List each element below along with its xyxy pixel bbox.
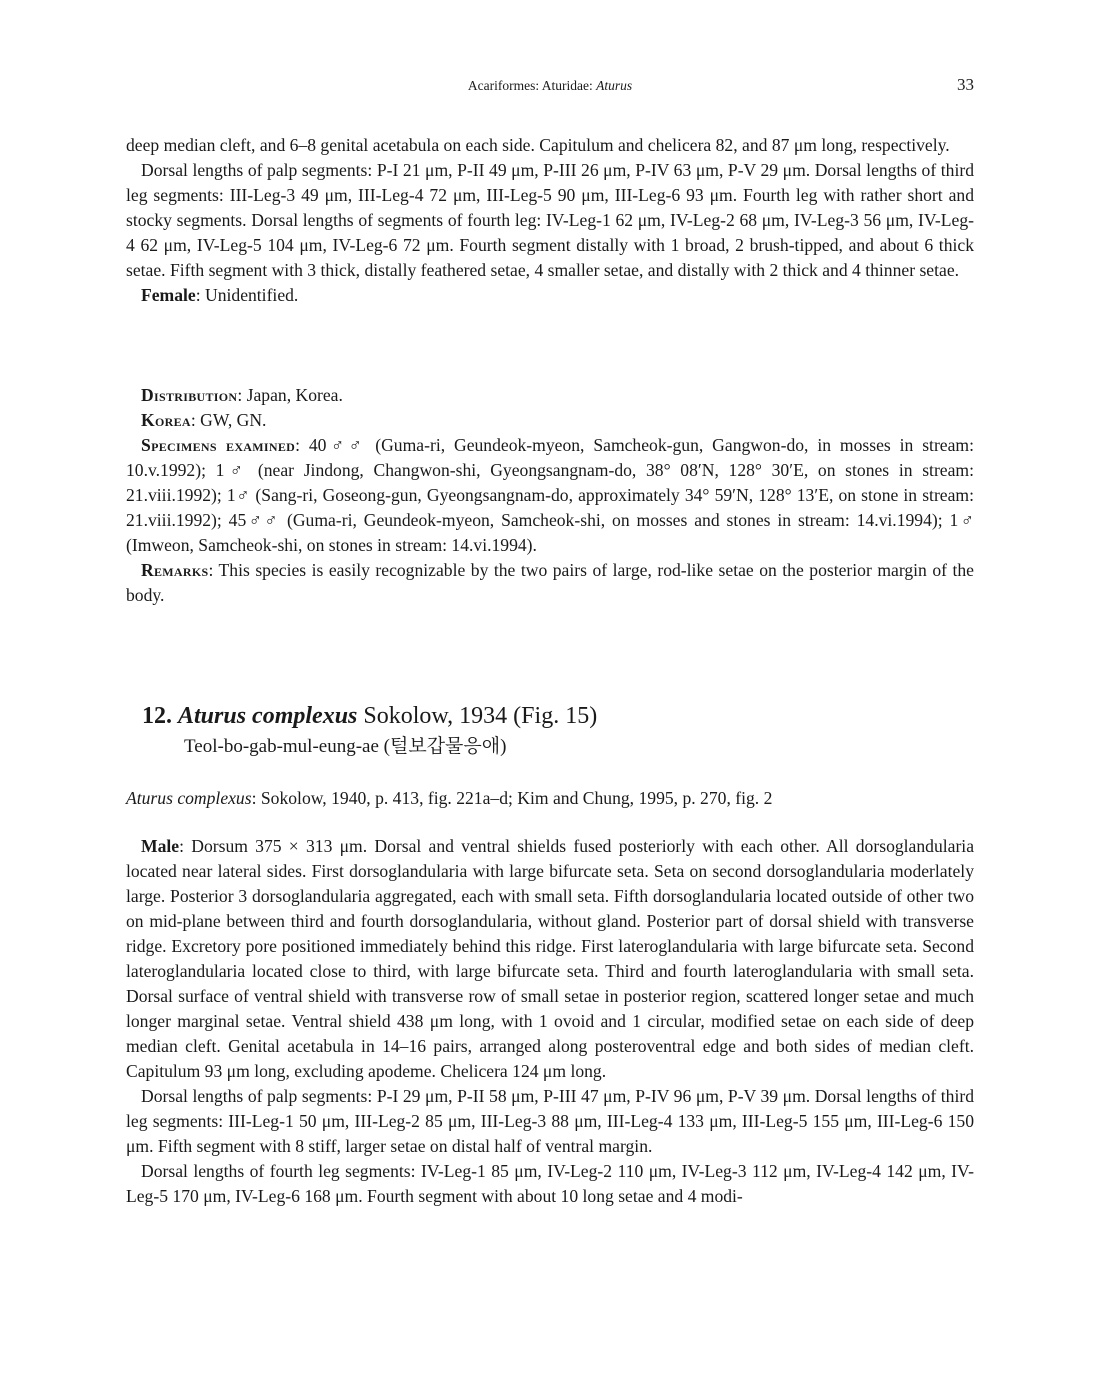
specimens-paragraph: [126, 433, 974, 558]
female-paragraph: [126, 283, 974, 308]
species-name: Aturus complexus: [178, 703, 358, 729]
page-number: 33: [957, 75, 974, 94]
synonymy-line: [126, 786, 974, 811]
running-title: [126, 78, 974, 94]
species-common-name: Teol-bo-gab-mul-eung-ae (털보갑물응애): [184, 736, 507, 757]
male-label: Male: [141, 836, 180, 856]
korea-label: Korea: [141, 410, 191, 430]
continued-paragraph: deep median cleft, and 6–8 genital acetabula on each side. Capitulum and chelicera 82, and 87 μm long, respectively.: [126, 135, 950, 155]
korea-paragraph: [126, 408, 974, 433]
species-heading: [142, 701, 962, 731]
specimens-label: Specimens examined: [141, 435, 296, 455]
running-title-prefix: Acariformes: Aturidae:: [467, 78, 597, 93]
species-authority: Sokolow, 1934 (Fig. 15): [357, 703, 598, 729]
male-text: : Dorsum 375 × 313 μm. Dorsal and ventral shields fused posteriorly with each other. All dorsoglandularia located near lateral sides. First dorsoglandularia with large bifurcate seta. Seta on second dorsoglandularia moderlately large. Posterior 3 dorsoglandularia aggregated, each with small seta. Fifth dorsoglandularia located outside of other two on mid-plane between third and fourth dorsoglandularia, without gland. Posterior part of dorsal shield with transverse ridge. Excretory pore positioned immediately behind this ridge. First lateroglandularia with large bifurcate seta. Second lateroglandularia located close to third, with large bifurcate seta. Third and fourth lateroglandularia with small seta. Dorsal surface of ventral shield with transverse row of small setae in posterior region, scattered longer setae and much longer marginal setae. Ventral shield 438 μm long, with 1 ovoid and 1 circular, modified setae on each side of deep median cleft. Genital acetabula in 14–16 pairs, arranged along posteroventral edge and both sides of median cleft. Capitulum 93 μm long, excluding apodeme. Chelicera 124 μm long.: [126, 836, 974, 1081]
female-text: : Unidentified.: [195, 285, 299, 305]
species-number: 12.: [142, 703, 172, 729]
remarks-label: Remarks: [141, 560, 209, 580]
male-description: [126, 834, 974, 1209]
male-paragraph: [126, 834, 974, 1084]
running-title-genus: Aturus: [596, 78, 633, 93]
continued-description: [126, 133, 974, 308]
segment-lengths-paragraph: Dorsal lengths of palp segments: P-I 21 μm, P-II 49 μm, P-III 26 μm, P-IV 63 μm, P-V 29 μm. Dorsal lengths of third leg segments: III-Leg-3 49 μm, III-Leg-4 72 μm, III-Leg-5 90 μm, III-Leg-6 93 μm. Fourth leg with rather short and stocky segments. Dorsal lengths of segments of fourth leg: IV-Leg-1 62 μm, IV-Leg-2 68 μm, IV-Leg-3 56 μm, IV-Leg-4 62 μm, IV-Leg-5 104 μm, IV-Leg-6 72 μm. Fourth segment distally with 1 broad, 2 brush-tipped, and about 6 thick setae. Fifth segment with 3 thick, distally feathered setae, 4 smaller setae, and distally with 2 thick and 4 thinner setae.: [126, 160, 974, 280]
leg4-paragraph: Dorsal lengths of fourth leg segments: IV-Leg-1 85 μm, IV-Leg-2 110 μm, IV-Leg-3 112 μm, IV-Leg-4 142 μm, IV-Leg-5 170 μm, IV-Leg-6 168 μm. Fourth segment with about 10 long setae and 4 modi-: [126, 1161, 974, 1206]
synonymy-taxon: Aturus complexus: [126, 788, 252, 808]
records-section: [126, 383, 974, 608]
palp-paragraph: Dorsal lengths of palp segments: P-I 29 μm, P-II 58 μm, P-III 47 μm, P-IV 96 μm, P-V 39 μm. Dorsal lengths of third leg segments: III-Leg-1 50 μm, III-Leg-2 85 μm, III-Leg-3 88 μm, III-Leg-4 133 μm, III-Leg-5 155 μm, III-Leg-6 150 μm. Fifth segment with 8 stiff, larger setae on distal half of ventral margin.: [126, 1086, 974, 1156]
synonymy-citation: : Sokolow, 1940, p. 413, fig. 221a–d; Kim and Chung, 1995, p. 270, fig. 2: [251, 788, 773, 808]
specimens-text: : 40♂♂ (Guma-ri, Geundeok-myeon, Samcheok-gun, Gangwon-do, in mosses in stream: 10.v.1992); 1♂ (near Jindong, Changwon-shi, Gyeongsangnam-do, 38° 08′N, 128° 30′E, on stones in stream: 21.viii.1992); 1♂ (Sang-ri, Goseong-gun, Gyeongsangnam-do, approximately 34° 59′N, 128° 13′E, on stone in stream: 21.viii.1992); 45♂♂ (Guma-ri, Geundeok-myeon, Samcheok-shi, on mosses and stones in stream: 14.vi.1994); 1♂ (Imweon, Samcheok-shi, on stones in stream: 14.vi.1994).: [126, 435, 974, 555]
distribution-paragraph: [126, 383, 974, 408]
remarks-text: : This species is easily recognizable by the two pairs of large, rod-like setae on the posterior margin of the body.: [126, 560, 974, 605]
female-label: Female: [141, 285, 196, 305]
distribution-text: : Japan, Korea.: [237, 385, 343, 405]
korea-text: : GW, GN.: [190, 410, 267, 430]
running-head: [126, 77, 974, 97]
distribution-label: Distribution: [141, 385, 238, 405]
remarks-paragraph: [126, 558, 974, 608]
